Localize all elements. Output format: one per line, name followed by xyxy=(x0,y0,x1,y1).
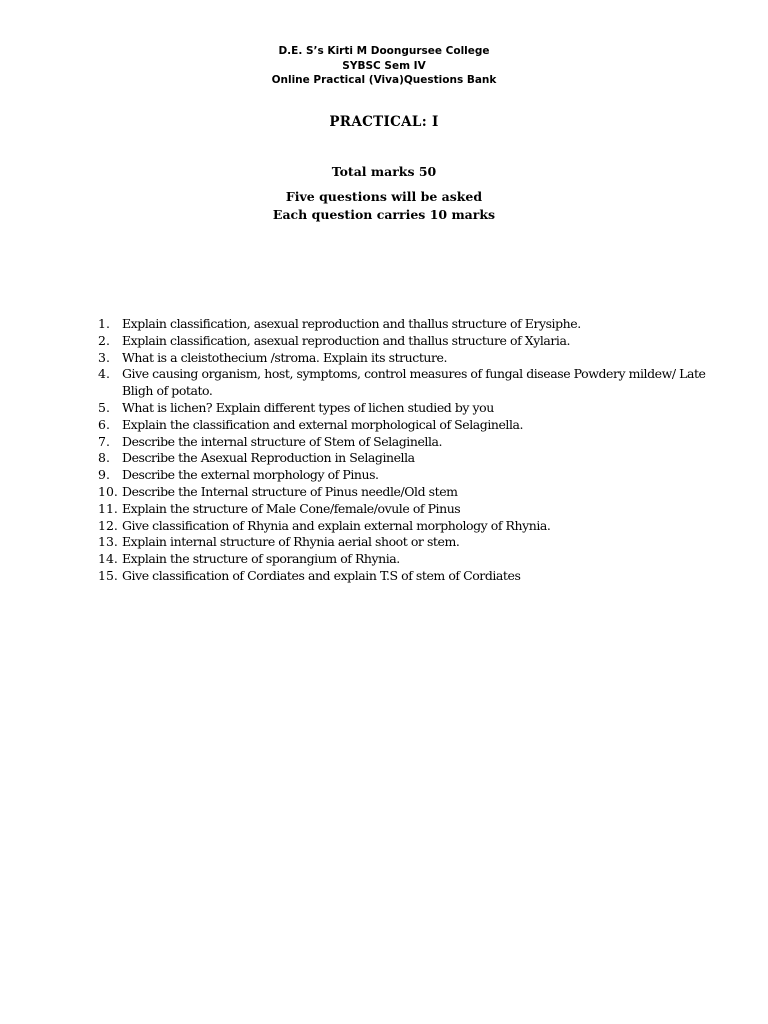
college-header xyxy=(0,44,768,88)
college-name: D.E. S’s Kirti M Doongursee College xyxy=(278,45,490,57)
question-text: Explain classification, asexual reproduction and thallus structure of Xylaria. xyxy=(122,332,570,348)
question-item xyxy=(0,333,768,350)
question-item xyxy=(0,568,768,585)
question-number: 3. xyxy=(98,349,110,365)
question-text: Describe the Internal structure of Pinus needle/Old stem xyxy=(122,483,458,499)
question-item xyxy=(0,417,768,434)
question-text: What is a cleistothecium /stroma. Explain its structure. xyxy=(122,349,448,365)
question-text: Give classification of Rhynia and explain external morphology of Rhynia. xyxy=(122,517,551,533)
class-semester: SYBSC Sem IV xyxy=(342,59,426,72)
question-number: 5. xyxy=(98,399,110,415)
questions-list xyxy=(0,316,768,585)
question-item xyxy=(0,518,768,535)
question-text: Give classification of Cordiates and explain T.S of stem of Cordiates xyxy=(122,567,521,583)
question-item xyxy=(0,534,768,551)
question-text: Explain the classification and external morphological of Selaginella. xyxy=(122,416,524,432)
question-text: Explain the structure of sporangium of Rhynia. xyxy=(122,551,400,567)
total-marks: Total marks 50 xyxy=(331,164,437,179)
question-text: What is lichen? Explain different types of lichen studied by you xyxy=(122,399,494,415)
question-text: Explain classification, asexual reproduction and thallus structure of Erysiphe. xyxy=(122,316,581,331)
question-text: Describe the internal structure of Stem of Selaginella. xyxy=(122,433,443,449)
question-number: 11. xyxy=(98,500,118,516)
practical-title: PRACTICAL: I xyxy=(329,114,439,130)
question-item xyxy=(0,467,768,484)
question-number: 12. xyxy=(98,517,118,533)
question-number: 13. xyxy=(98,534,118,550)
questions-count: Five questions will be asked xyxy=(285,189,483,204)
question-text: Describe the external morphology of Pinus. xyxy=(122,467,379,483)
question-text: Explain internal structure of Rhynia aerial shoot or stem. xyxy=(122,534,460,550)
marks-info xyxy=(0,163,768,224)
question-number: 15. xyxy=(98,567,118,583)
question-text: Give causing organism, host, symptoms, control measures of fungal disease Powdery mildew/ Late Bligh of potato. xyxy=(122,366,706,399)
question-item xyxy=(0,450,768,467)
document-subtitle: Online Practical (Viva)Questions Bank xyxy=(271,74,497,86)
question-item xyxy=(0,350,768,367)
question-number: 9. xyxy=(98,467,110,483)
question-number: 10. xyxy=(98,483,118,499)
question-number: 2. xyxy=(98,332,110,348)
question-item xyxy=(0,551,768,568)
question-item xyxy=(0,366,768,400)
question-number: 4. xyxy=(98,366,110,382)
question-item xyxy=(0,400,768,417)
question-number: 8. xyxy=(98,450,110,466)
question-text: Describe the Asexual Reproduction in Selaginella xyxy=(122,450,415,466)
question-item xyxy=(0,316,768,333)
question-number: 1. xyxy=(98,316,110,331)
marks-per-question: Each question carries 10 marks xyxy=(272,207,496,222)
question-number: 7. xyxy=(98,433,110,449)
question-number: 6. xyxy=(98,416,110,432)
question-item xyxy=(0,434,768,451)
question-text: Explain the structure of Male Cone/female/ovule of Pinus xyxy=(122,500,461,516)
question-item xyxy=(0,501,768,518)
question-number: 14. xyxy=(98,551,118,567)
question-item xyxy=(0,484,768,501)
